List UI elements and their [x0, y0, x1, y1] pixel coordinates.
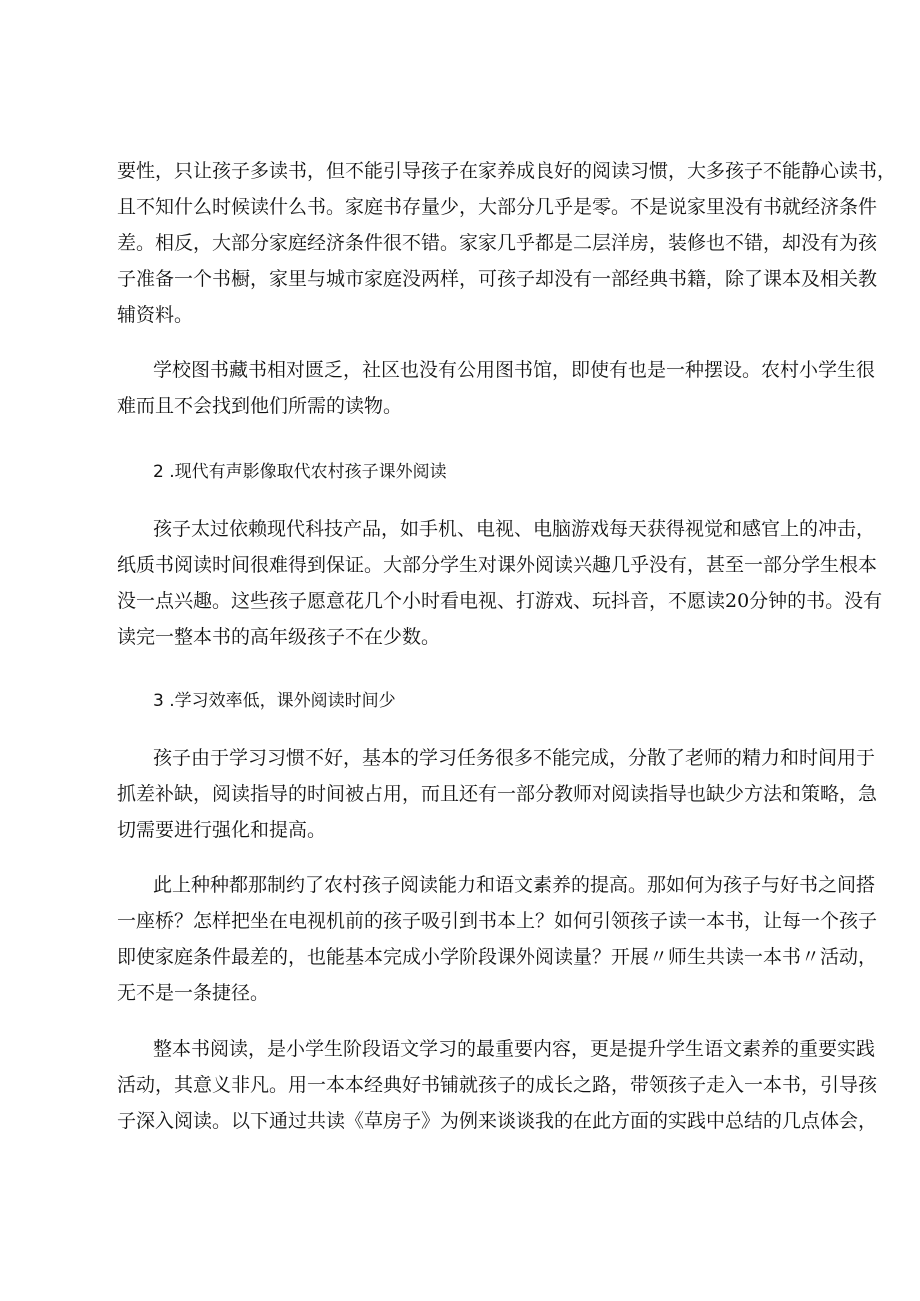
- paragraph-3-line-1: 孩子太过依赖现代科技产品，如手机、电视、电脑游戏每天获得视觉和感官上的冲击，: [153, 518, 876, 540]
- section-heading-3: 3 .学习效率低，课外阅读时间少: [153, 691, 396, 711]
- paragraph-1-line-3: 差。相反，大部分家庭经济条件很不错。家家几乎都是二层洋房，装修也不错，却没有为孩: [117, 232, 878, 254]
- paragraph-6-line-3: 子深入阅读。以下通过共读《草房子》为例来谈谈我的在此方面的实践中总结的几点体会，: [117, 1110, 878, 1132]
- paragraph-4-line-1: 孩子由于学习习惯不好，基本的学习任务很多不能完成，分散了老师的精力和时间用于: [153, 747, 876, 769]
- paragraph-4-line-3: 切需要进行强化和提高。: [117, 819, 327, 841]
- paragraph-3-line-2: 纸质书阅读时间很难得到保证。大部分学生对课外阅读兴趣几乎没有，甚至一部分学生根本: [117, 554, 878, 576]
- paragraph-1-line-4: 子准备一个书橱，家里与城市家庭没两样，可孩子却没有一部经典书籍，除了课本及相关教: [117, 268, 878, 290]
- paragraph-3-line-4: 读完一整本书的高年级孩子不在少数。: [117, 626, 441, 648]
- paragraph-5-line-1: 此上种种都那制约了农村孩子阅读能力和语文素养的提高。那如何为孩子与好书之间搭: [153, 874, 876, 896]
- paragraph-2-line-2: 难而且不会找到他们所需的读物。: [117, 395, 403, 417]
- paragraph-6-line-1: 整本书阅读，是小学生阶段语文学习的最重要内容，更是提升学生语文素养的重要实践: [153, 1038, 876, 1060]
- paragraph-4-line-2: 抓差补缺，阅读指导的时间被占用，而且还有一部分教师对阅读指导也缺少方法和策略，急: [117, 783, 878, 805]
- paragraph-1-line-1: 要性，只让孩子多读书，但不能引导孩子在家养成良好的阅读习惯，大多孩子不能静心读书，: [117, 160, 897, 182]
- paragraph-5-line-3: 即使家庭条件最差的，也能基本完成小学阶段课外阅读量？开展〃师生共读一本书〃活动，: [117, 946, 878, 968]
- section-heading-2: 2 .现代有声影像取代农村孩子课外阅读: [153, 462, 447, 482]
- paragraph-5-line-2: 一座桥？怎样把坐在电视机前的孩子吸引到书本上？如何引领孩子读一本书，让每一个孩子: [117, 910, 878, 932]
- paragraph-5-line-4: 无不是一条捷径。: [117, 982, 270, 1004]
- paragraph-6-line-2: 活动，其意义非凡。用一本本经典好书铺就孩子的成长之路，带领孩子走入一本书，引导孩: [117, 1074, 878, 1096]
- paragraph-3-line-3: 没一点兴趣。这些孩子愿意花几个小时看电视、打游戏、玩抖音，不愿读20分钟的书。没有: [117, 590, 883, 612]
- paragraph-1-line-5: 辅资料。: [117, 304, 194, 326]
- paragraph-1-line-2: 且不知什么时候读什么书。家庭书存量少，大部分几乎是零。不是说家里没有书就经济条件: [117, 196, 878, 218]
- paragraph-2-line-1: 学校图书藏书相对匮乏，社区也没有公用图书馆，即使有也是一种摆设。农村小学生很: [153, 359, 876, 381]
